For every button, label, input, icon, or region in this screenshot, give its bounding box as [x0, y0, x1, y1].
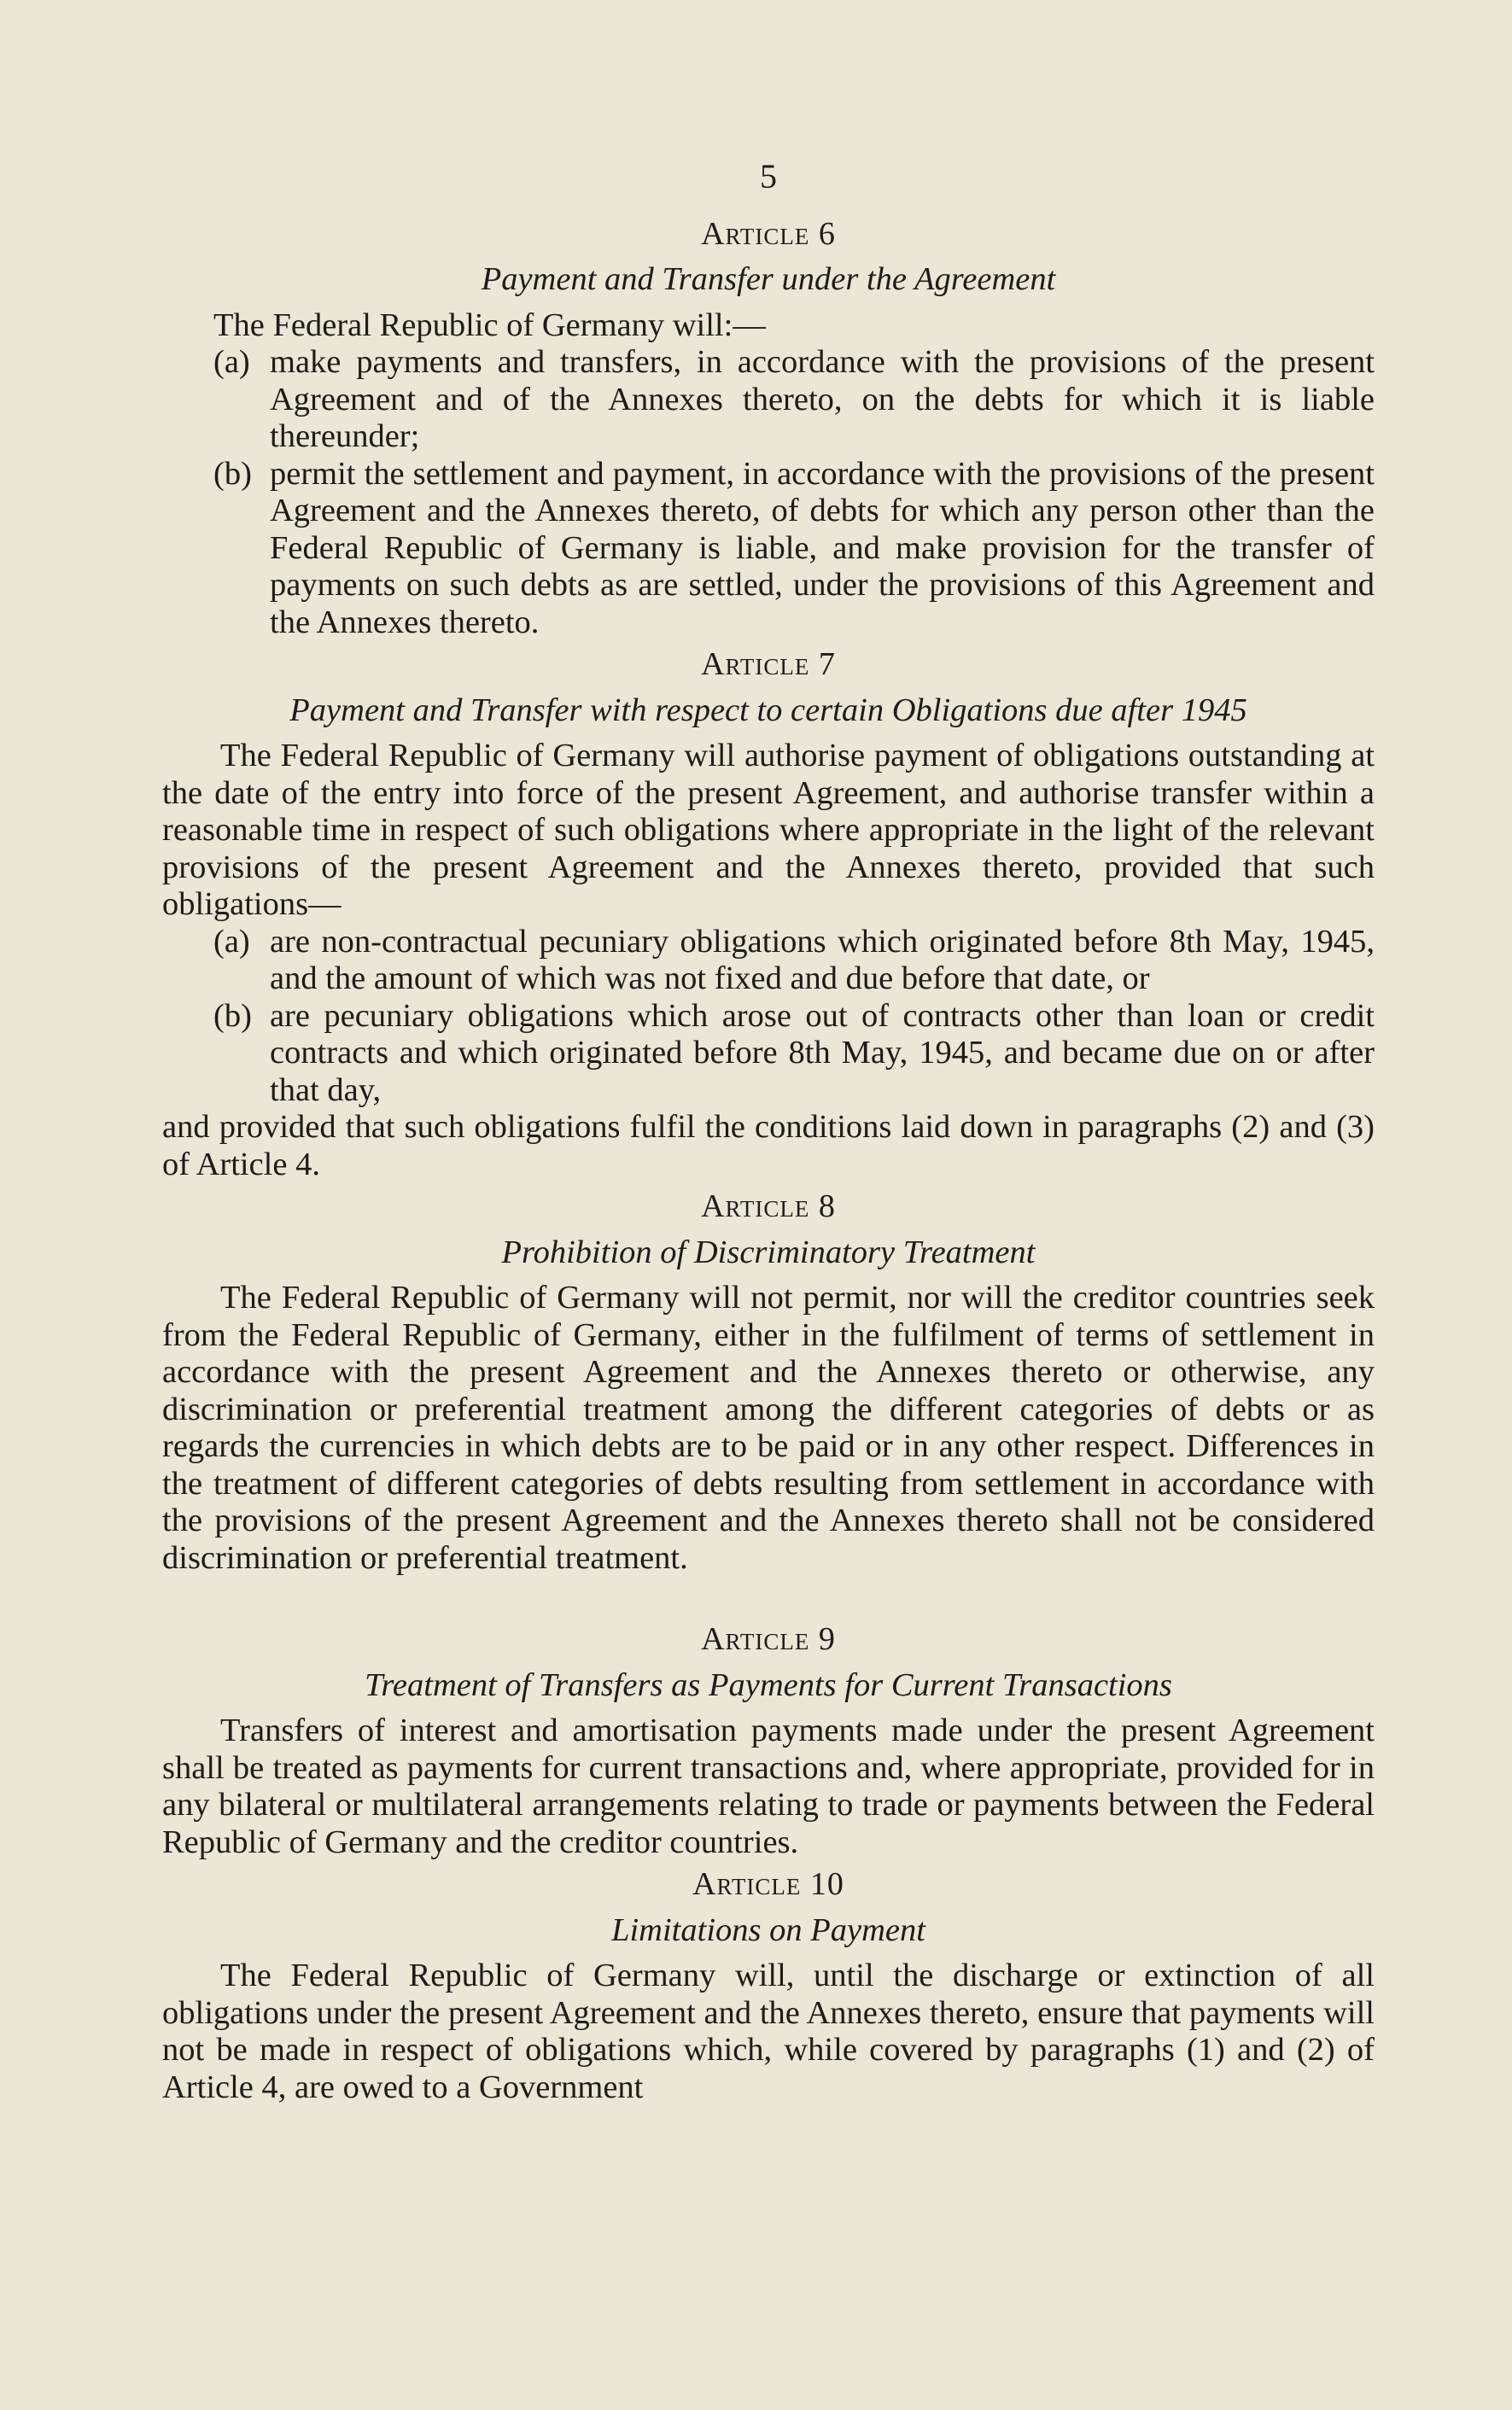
- article-heading: Article 6: [701, 215, 836, 252]
- clause-text: permit the settlement and payment, in accordance with the provisions of the present Agreement and the Annexes thereto, of debts for which any person other than the Federal Republic of Germany is liable, and make provision for the transfer of payments on such debts as are settled, under the provisions of this Agreement and the Annexes thereto.: [270, 455, 1375, 640]
- article-title: Prohibition of Discriminatory Treatment: [501, 1234, 1036, 1270]
- clause-a: [213, 924, 1375, 998]
- article-heading: Article 7: [701, 646, 836, 682]
- article-body: The Federal Republic of Germany will not permit, nor will the creditor countries seek from the Federal Republic of Germany, either in the fulfilment of terms of settlement in accordance with the present Agreement and the Annexes thereto or otherwise, any discrimination or preferential treatment among the different categories of debts or as regards the currencies in which debts are to be paid or in any other respect. Differences in the treatment of different categories of debts resulting from settlement in accordance with the provisions of the present Agreement and the Annexes thereto shall not be considered discrimination or preferential treatment.: [162, 1280, 1375, 1576]
- article-title: Payment and Transfer with respect to certain Obligations due after 1945: [289, 691, 1247, 728]
- clause-label: (a): [213, 923, 250, 960]
- article-heading: Article 9: [701, 1621, 836, 1657]
- article-6: [162, 216, 1375, 642]
- article-intro: The Federal Republic of Germany will authorise payment of obligations outstanding at the date of the entry into force of the present Agreement, and authorise transfer within a reasonable time in respect of such obligations where appropriate in the light of the relevant provisions of the present Agreement and the Annexes thereto, provided that such obligations—: [162, 738, 1375, 922]
- clause-label: (b): [213, 997, 252, 1034]
- clause-label: (a): [213, 344, 250, 380]
- article-heading: Article 8: [701, 1188, 836, 1224]
- document-page: [162, 158, 1375, 2111]
- clause-b: [213, 456, 1375, 642]
- article-9: [162, 1621, 1375, 1861]
- clause-text: are non-contractual pecuniary obligations which originated before 8th May, 1945, and the amount of which was not fixed and due before that date, or: [270, 923, 1375, 996]
- clause-a: [213, 344, 1375, 456]
- article-8: [162, 1188, 1375, 1577]
- article-10: [162, 1866, 1375, 2106]
- article-title: Payment and Transfer under the Agreement: [481, 261, 1056, 297]
- clause-b: [213, 998, 1375, 1110]
- article-heading: Article 10: [692, 1866, 844, 1902]
- article-7: [162, 646, 1375, 1183]
- article-body: Transfers of interest and amortisation payments made under the present Agreement shall be treated as payments for current transactions and, where appropriate, provided for in any bilateral or multilateral arrangements relating to trade or payments between the Federal Republic of Germany and the creditor countries.: [162, 1713, 1375, 1860]
- clause-text: are pecuniary obligations which arose out of contracts other than loan or credit contracts and which originated before 8th May, 1945, and became due on or after that day,: [270, 997, 1375, 1108]
- article-lead: The Federal Republic of Germany will:—: [213, 306, 766, 343]
- article-title: Limitations on Payment: [611, 1911, 925, 1948]
- page-number: 5: [760, 157, 777, 195]
- article-body: The Federal Republic of Germany will, until the discharge or extinction of all obligations under the present Agreement and the Annexes thereto, ensure that payments will not be made in respect of obligations which, while covered by paragraphs (1) and (2) of Article 4, are owed to a Government: [162, 1958, 1375, 2105]
- clause-label: (b): [213, 455, 252, 492]
- clause-text: make payments and transfers, in accordance with the provisions of the present Agreement and of the Annexes thereto, on the debts for which it is liable thereunder;: [270, 344, 1375, 454]
- article-title: Treatment of Transfers as Payments for Current Transactions: [365, 1666, 1172, 1703]
- article-closing: and provided that such obligations fulfil the conditions laid down in paragraphs (2) and (3) of Article 4.: [162, 1109, 1375, 1182]
